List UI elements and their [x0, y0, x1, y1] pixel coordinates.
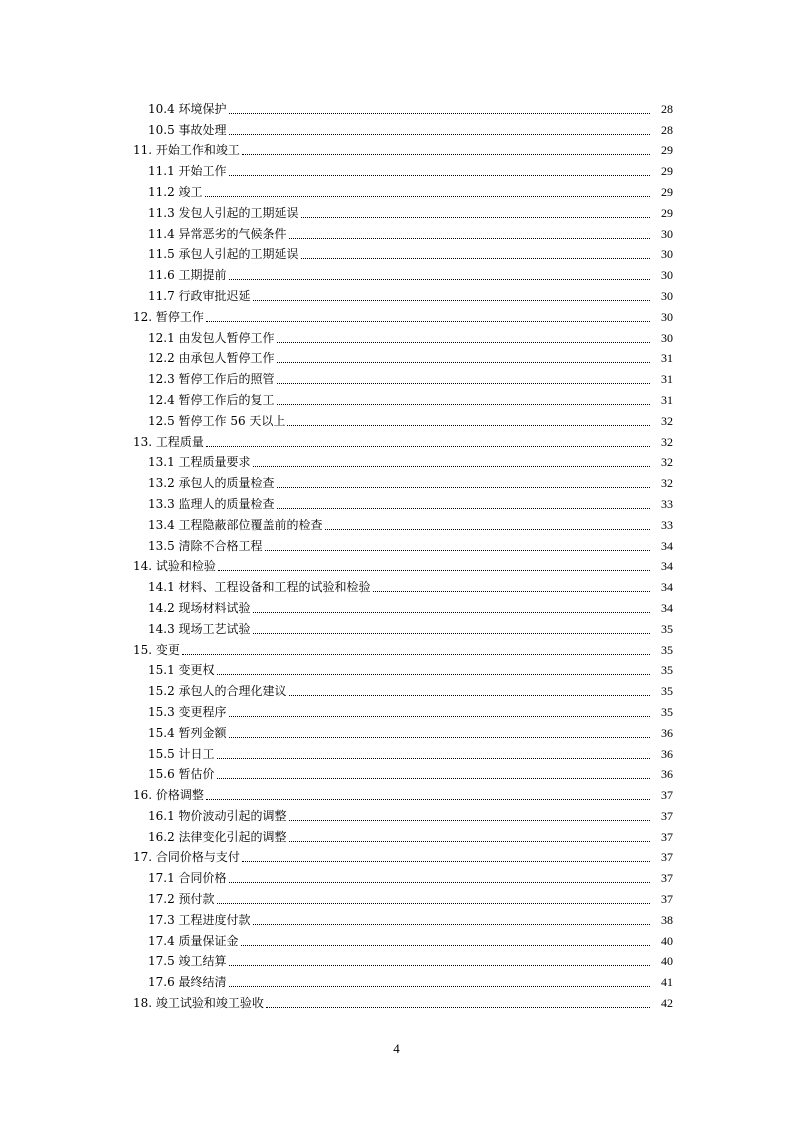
toc-chapter-entry[interactable] [0, 846, 793, 867]
toc-dot-leader [265, 550, 650, 551]
toc-entry-label: 12.4 暂停工作后的复工 [148, 392, 275, 407]
toc-dot-leader [277, 362, 650, 363]
toc-section-entry[interactable] [0, 596, 793, 617]
toc-dot-leader [229, 113, 650, 114]
toc-dot-leader [242, 154, 650, 155]
toc-entry-page: 34 [661, 600, 673, 615]
toc-section-entry[interactable] [0, 929, 793, 950]
toc-section-entry[interactable] [0, 159, 793, 180]
toc-dot-leader [373, 591, 650, 592]
toc-section-entry[interactable] [0, 492, 793, 513]
toc-section-entry[interactable] [0, 326, 793, 347]
toc-entry-page: 35 [661, 684, 673, 699]
toc-entry-page: 29 [661, 184, 673, 199]
toc-section-entry[interactable] [0, 950, 793, 971]
toc-section-entry[interactable] [0, 367, 793, 388]
toc-section-entry[interactable] [0, 825, 793, 846]
toc-entry-page: 37 [661, 788, 673, 803]
toc-entry-page: 35 [661, 621, 673, 636]
toc-entry-page: 35 [661, 642, 673, 657]
toc-entry-page: 32 [661, 455, 673, 470]
toc-entry-label: 15. 变更 [133, 642, 180, 657]
toc-dot-leader [206, 321, 650, 322]
toc-dot-leader [277, 487, 650, 488]
toc-entry-page: 40 [661, 954, 673, 969]
toc-section-entry[interactable] [0, 804, 793, 825]
toc-entry-page: 30 [661, 309, 673, 324]
toc-entry-page: 33 [661, 496, 673, 511]
toc-entry-label: 12.5 暂停工作 56 天以上 [148, 413, 286, 428]
toc-entry-label: 11. 开始工作和竣工 [133, 143, 240, 158]
toc-entry-page: 34 [661, 559, 673, 574]
toc-section-entry[interactable] [0, 763, 793, 784]
toc-entry-page: 33 [661, 517, 673, 532]
toc-section-entry[interactable] [0, 679, 793, 700]
toc-entry-page: 37 [661, 892, 673, 907]
page-number: 4 [393, 1041, 400, 1056]
toc-dot-leader [253, 924, 650, 925]
toc-entry-page: 31 [661, 351, 673, 366]
toc-section-entry[interactable] [0, 388, 793, 409]
toc-entry-label: 11.5 承包人引起的工期延误 [148, 247, 299, 262]
toc-dot-leader [229, 279, 650, 280]
toc-entry-page: 37 [661, 808, 673, 823]
toc-dot-leader [277, 404, 650, 405]
toc-dot-leader [253, 300, 650, 301]
toc-entry-page: 31 [661, 392, 673, 407]
toc-dot-leader [229, 737, 650, 738]
toc-section-entry[interactable] [0, 970, 793, 991]
toc-dot-leader [229, 882, 650, 883]
toc-section-entry[interactable] [0, 284, 793, 305]
toc-dot-leader [289, 841, 650, 842]
toc-section-entry[interactable] [0, 887, 793, 908]
toc-dot-leader [217, 758, 650, 759]
toc-entry-label: 17.5 竣工结算 [148, 954, 227, 969]
toc-dot-leader [182, 654, 650, 655]
toc-dot-leader [325, 529, 650, 530]
toc-entry-label: 15.3 变更程序 [148, 704, 227, 719]
toc-entry-label: 12. 暂停工作 [133, 309, 204, 324]
toc-dot-leader [277, 342, 650, 343]
toc-section-entry[interactable] [0, 222, 793, 243]
toc-section-entry[interactable] [0, 263, 793, 284]
toc-entry-page: 29 [661, 205, 673, 220]
toc-entry-label: 16. 价格调整 [133, 788, 204, 803]
toc-section-entry[interactable] [0, 513, 793, 534]
toc-entry-label: 14. 试验和检验 [133, 559, 216, 574]
toc-entry-label: 18. 竣工试验和竣工验收 [133, 996, 264, 1011]
toc-entry-label: 14.3 现场工艺试验 [148, 621, 251, 636]
toc-entry-page: 34 [661, 538, 673, 553]
toc-dot-leader [229, 134, 650, 135]
toc-dot-leader [277, 383, 650, 384]
toc-dot-leader [242, 861, 650, 862]
toc-entry-label: 17.1 合同价格 [148, 871, 227, 886]
toc-entry-label: 17.3 工程进度付款 [148, 912, 251, 927]
toc-entry-label: 14.2 现场材料试验 [148, 600, 251, 615]
toc-entry-page: 40 [661, 933, 673, 948]
toc-dot-leader [205, 196, 650, 197]
toc-entry-page: 37 [661, 850, 673, 865]
toc-section-entry[interactable] [0, 471, 793, 492]
toc-entry-label: 13.1 工程质量要求 [148, 455, 251, 470]
toc-entry-page: 30 [661, 226, 673, 241]
toc-entry-label: 11.3 发包人引起的工期延误 [148, 205, 299, 220]
toc-entry-label: 15.5 计日工 [148, 746, 215, 761]
toc-dot-leader [277, 508, 650, 509]
toc-entry-label: 16.1 物价波动引起的调整 [148, 808, 287, 823]
toc-entry-label: 11.7 行政审批迟延 [148, 288, 251, 303]
toc-dot-leader [229, 175, 650, 176]
toc-entry-page: 34 [661, 580, 673, 595]
toc-entry-page: 31 [661, 372, 673, 387]
table-of-contents [0, 97, 793, 1012]
toc-entry-page: 35 [661, 663, 673, 678]
toc-entry-page: 30 [661, 330, 673, 345]
toc-dot-leader [301, 217, 650, 218]
toc-entry-label: 11.1 开始工作 [148, 164, 227, 179]
toc-entry-page: 30 [661, 288, 673, 303]
toc-dot-leader [218, 570, 650, 571]
toc-entry-label: 14.1 材料、工程设备和工程的试验和检验 [148, 580, 371, 595]
toc-dot-leader [229, 716, 650, 717]
toc-entry-page: 36 [661, 767, 673, 782]
toc-dot-leader [217, 778, 650, 779]
toc-section-entry[interactable] [0, 721, 793, 742]
toc-dot-leader [206, 799, 650, 800]
toc-section-entry[interactable] [0, 97, 793, 118]
toc-entry-label: 13.2 承包人的质量检查 [148, 476, 275, 491]
toc-entry-page: 35 [661, 704, 673, 719]
toc-section-entry[interactable] [0, 700, 793, 721]
toc-entry-page: 38 [661, 912, 673, 927]
toc-chapter-entry[interactable] [0, 783, 793, 804]
toc-entry-label: 10.5 事故处理 [148, 122, 227, 137]
toc-dot-leader [206, 446, 650, 447]
toc-section-entry[interactable] [0, 742, 793, 763]
toc-chapter-entry[interactable] [0, 430, 793, 451]
toc-section-entry[interactable] [0, 118, 793, 139]
toc-entry-page: 29 [661, 164, 673, 179]
toc-section-entry[interactable] [0, 243, 793, 264]
toc-entry-label: 15.6 暂估价 [148, 767, 215, 782]
toc-entry-label: 17.4 质量保证金 [148, 933, 239, 948]
toc-section-entry[interactable] [0, 617, 793, 638]
toc-section-entry[interactable] [0, 451, 793, 472]
toc-entry-page: 32 [661, 434, 673, 449]
toc-dot-leader [253, 612, 650, 613]
toc-section-entry[interactable] [0, 180, 793, 201]
toc-dot-leader [253, 466, 650, 467]
toc-entry-label: 13.3 监理人的质量检查 [148, 496, 275, 511]
toc-entry-label: 17.2 预付款 [148, 892, 215, 907]
toc-entry-label: 13.4 工程隐蔽部位覆盖前的检查 [148, 517, 323, 532]
toc-entry-label: 15.1 变更权 [148, 663, 215, 678]
toc-entry-page: 37 [661, 829, 673, 844]
toc-entry-page: 30 [661, 268, 673, 283]
toc-entry-label: 12.2 由承包人暂停工作 [148, 351, 275, 366]
toc-entry-page: 29 [661, 143, 673, 158]
toc-entry-label: 15.2 承包人的合理化建议 [148, 684, 287, 699]
toc-entry-page: 37 [661, 871, 673, 886]
toc-entry-label: 13. 工程质量 [133, 434, 204, 449]
toc-section-entry[interactable] [0, 575, 793, 596]
toc-chapter-entry[interactable] [0, 638, 793, 659]
toc-section-entry[interactable] [0, 409, 793, 430]
toc-dot-leader [217, 903, 650, 904]
toc-section-entry[interactable] [0, 908, 793, 929]
toc-section-entry[interactable] [0, 201, 793, 222]
toc-dot-leader [229, 965, 650, 966]
toc-entry-page: 36 [661, 746, 673, 761]
toc-entry-label: 12.1 由发包人暂停工作 [148, 330, 275, 345]
toc-section-entry[interactable] [0, 347, 793, 368]
toc-dot-leader [289, 820, 650, 821]
toc-entry-label: 13.5 清除不合格工程 [148, 538, 263, 553]
toc-dot-leader [289, 695, 650, 696]
toc-section-entry[interactable] [0, 866, 793, 887]
toc-entry-label: 11.4 异常恶劣的气候条件 [148, 226, 287, 241]
toc-entry-page: 36 [661, 725, 673, 740]
toc-entry-page: 32 [661, 413, 673, 428]
toc-dot-leader [229, 986, 650, 987]
toc-entry-label: 10.4 环境保护 [148, 101, 227, 116]
toc-entry-page: 28 [661, 101, 673, 116]
toc-entry-label: 17.6 最终结清 [148, 975, 227, 990]
toc-entry-label: 12.3 暂停工作后的照管 [148, 372, 275, 387]
toc-entry-label: 11.2 竣工 [148, 184, 203, 199]
toc-chapter-entry[interactable] [0, 555, 793, 576]
toc-dot-leader [266, 1007, 650, 1008]
toc-chapter-entry[interactable] [0, 991, 793, 1012]
toc-dot-leader [287, 425, 650, 426]
toc-chapter-entry[interactable] [0, 305, 793, 326]
toc-entry-page: 42 [661, 996, 673, 1011]
toc-entry-label: 16.2 法律变化引起的调整 [148, 829, 287, 844]
toc-section-entry[interactable] [0, 534, 793, 555]
toc-dot-leader [289, 238, 650, 239]
toc-chapter-entry[interactable] [0, 139, 793, 160]
toc-entry-page: 28 [661, 122, 673, 137]
toc-section-entry[interactable] [0, 659, 793, 680]
toc-dot-leader [217, 674, 650, 675]
toc-entry-label: 15.4 暂列金额 [148, 725, 227, 740]
toc-entry-label: 11.6 工期提前 [148, 268, 227, 283]
toc-entry-page: 30 [661, 247, 673, 262]
toc-entry-page: 41 [661, 975, 673, 990]
toc-dot-leader [301, 258, 650, 259]
toc-entry-page: 32 [661, 476, 673, 491]
toc-dot-leader [241, 945, 650, 946]
toc-dot-leader [253, 633, 650, 634]
toc-entry-label: 17. 合同价格与支付 [133, 850, 240, 865]
